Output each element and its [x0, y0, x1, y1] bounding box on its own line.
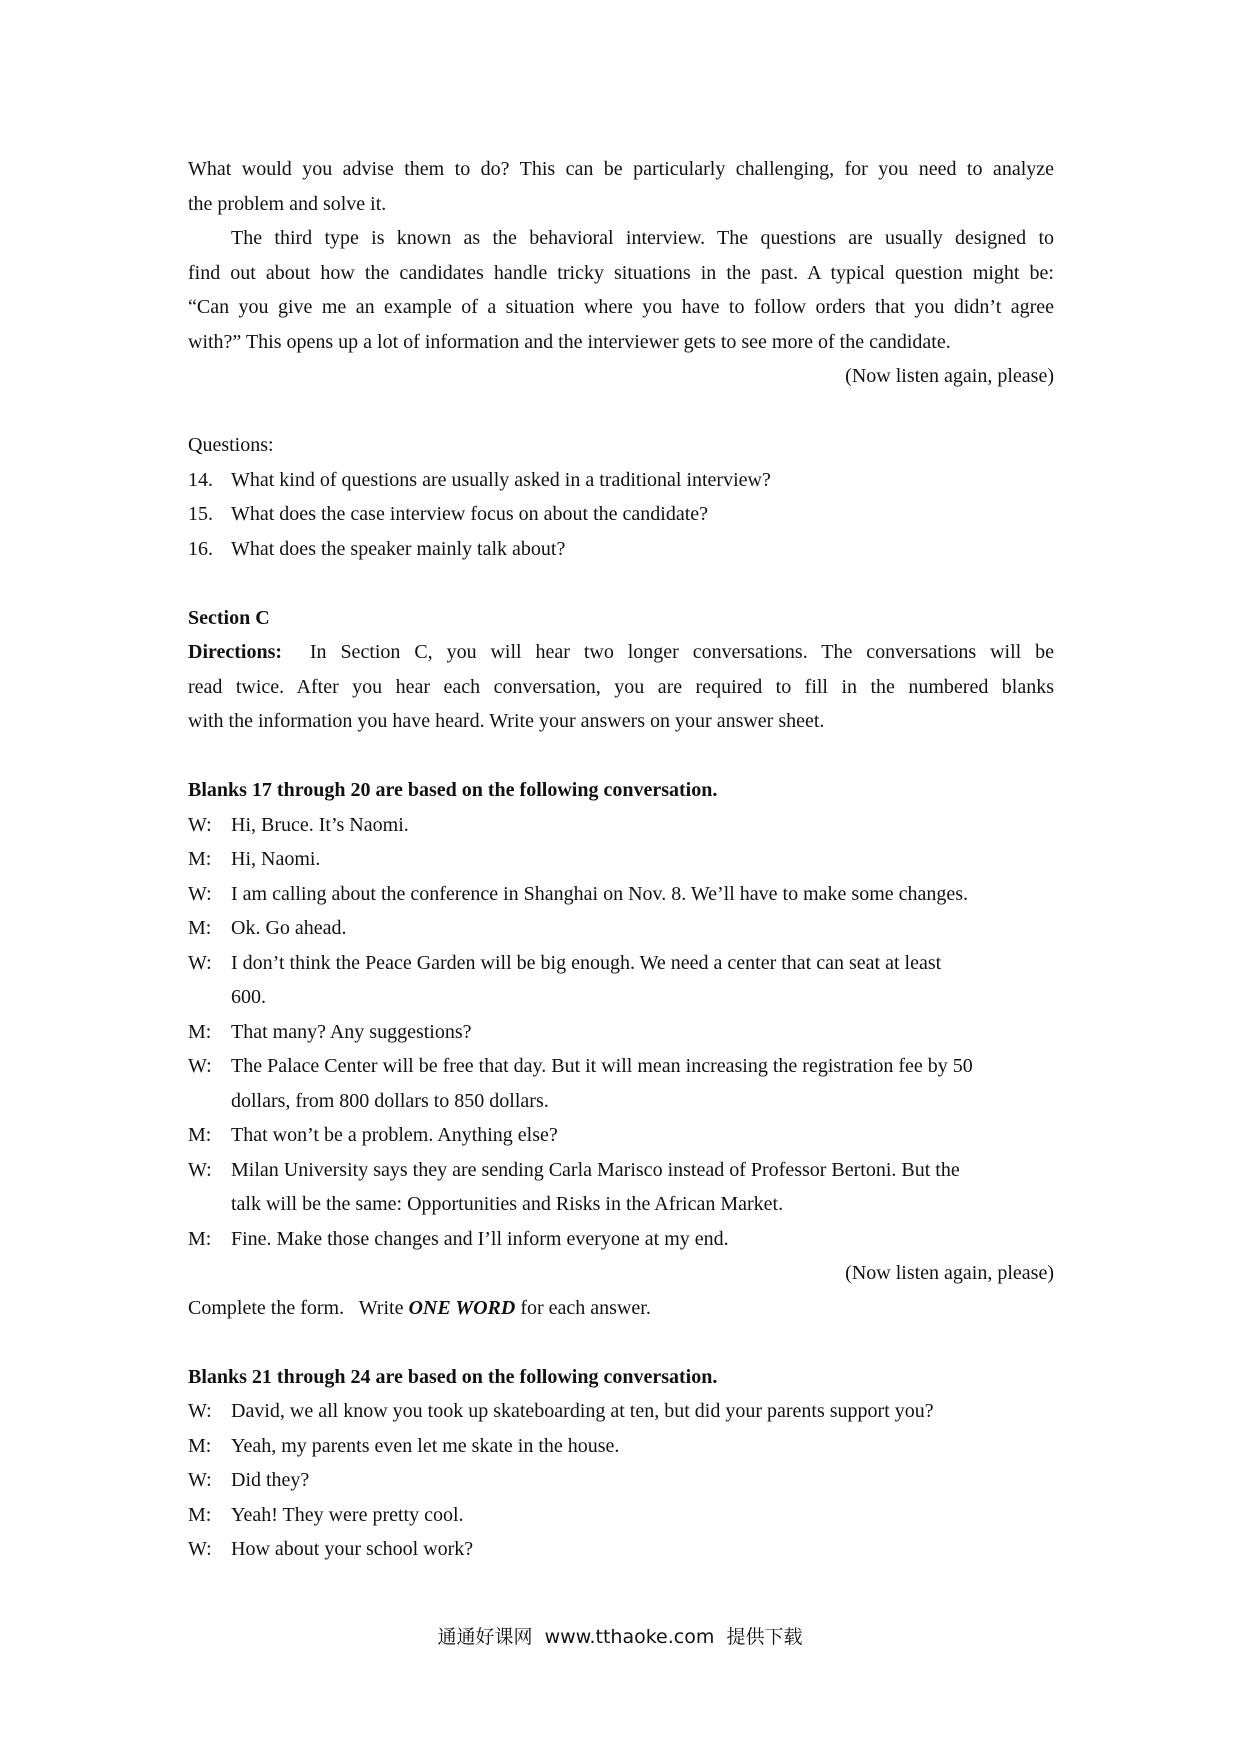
dialogue-text: David, we all know you took up skateboarding at ten, but did your parents support you? [231, 1400, 934, 1422]
conversation-heading: Blanks 21 through 24 are based on the following conversation. [188, 1365, 718, 1388]
paragraph-line: The third type is known as the behavioral interview. The questions are usually designed to [231, 227, 1054, 249]
dialogue-continuation: talk will be the same: Opportunities and Risks in the African Market. [231, 1193, 784, 1215]
dialogue-text: I am calling about the conference in Shanghai on Nov. 8. We’ll have to make some changes. [231, 882, 969, 905]
dialogue-text: Ok. Go ahead. [231, 917, 347, 939]
dialogue-line [188, 1049, 1054, 1084]
dialogue-line [188, 1394, 1054, 1429]
speaker-label: M: [188, 917, 212, 939]
dialogue-text: Hi, Naomi. [231, 848, 321, 870]
question-item [188, 532, 1054, 567]
listen-again-note: (Now listen again, please) [845, 365, 1054, 387]
dialogue-line [188, 842, 1054, 877]
dialogue-line [188, 1532, 1054, 1567]
form-instruction [188, 1291, 1054, 1326]
form-instruction-text: Complete the form. Write [188, 1296, 409, 1319]
speaker-label: W: [188, 1538, 212, 1560]
dialogue-text: Milan University says they are sending Carla Marisco instead of Professor Bertoni. But the [231, 1158, 960, 1181]
dialogue-text: Did they? [231, 1469, 310, 1491]
listen-again-note: (Now listen again, please) [845, 1262, 1054, 1284]
dialogue-text: Yeah, my parents even let me skate in the house. [231, 1434, 620, 1457]
directions-line [188, 635, 1054, 670]
paragraph-line: with?” This opens up a lot of information and the interviewer gets to see more of the candidate. [188, 330, 951, 353]
speaker-label: W: [188, 813, 212, 836]
dialogue-line [188, 1222, 1054, 1257]
question-text: What does the case interview focus on about the candidate? [231, 503, 709, 525]
dialogue-line [188, 911, 1054, 946]
dialogue-continuation: 600. [231, 986, 266, 1008]
form-instruction-text: for each answer. [515, 1296, 651, 1319]
question-item [188, 463, 1054, 498]
dialogue-line [188, 1153, 1054, 1188]
question-number: 16. [188, 537, 213, 560]
question-item [188, 497, 1054, 532]
dialogue-line [188, 1463, 1054, 1498]
paragraph-line: find out about how the candidates handle tricky situations in the past. A typical question might be: [188, 261, 1054, 284]
document-body [188, 152, 1054, 1567]
conversation-heading: Blanks 17 through 20 are based on the following conversation. [188, 779, 718, 801]
speaker-label: M: [188, 1124, 212, 1146]
question-text: What kind of questions are usually asked in a traditional interview? [231, 468, 771, 491]
speaker-label: W: [188, 1469, 212, 1491]
dialogue-text: The Palace Center will be free that day. But it will mean increasing the registration fee by 50 [231, 1055, 973, 1077]
paragraph-line: What would you advise them to do? This can be particularly challenging, for you need to analyze [188, 158, 1054, 180]
section-title: Section C [188, 606, 270, 629]
dialogue-line [188, 946, 1054, 981]
directions-line: read twice. After you hear each conversation, you are required to fill in the numbered blanks [188, 675, 1054, 698]
dialogue-text: I don’t think the Peace Garden will be big enough. We need a center that can seat at least [231, 951, 942, 974]
directions-label: Directions: [188, 641, 283, 663]
speaker-label: M: [188, 848, 212, 870]
dialogue-line [188, 877, 1054, 912]
questions-heading: Questions: [188, 434, 274, 456]
speaker-label: M: [188, 1503, 212, 1526]
page-footer: 通通好课网 www.tthaoke.com 提供下载 [437, 1626, 803, 1648]
dialogue-text: Yeah! They were pretty cool. [231, 1503, 464, 1526]
speaker-label: W: [188, 1400, 212, 1422]
directions-text: In Section C, you will hear two longer conversations. The conversations will be [309, 641, 1054, 663]
dialogue-line [188, 1429, 1054, 1464]
dialogue-text: How about your school work? [231, 1538, 474, 1560]
form-instruction-emphasis: ONE WORD [408, 1296, 516, 1319]
speaker-label: W: [188, 1158, 212, 1181]
dialogue-text: Hi, Bruce. It’s Naomi. [231, 813, 409, 836]
dialogue-line [188, 808, 1054, 843]
question-text: What does the speaker mainly talk about? [231, 537, 566, 560]
speaker-label: W: [188, 1055, 212, 1077]
dialogue-line [188, 1015, 1054, 1050]
dialogue-text: That won’t be a problem. Anything else? [231, 1124, 558, 1146]
dialogue-continuation: dollars, from 800 dollars to 850 dollars. [231, 1089, 549, 1112]
question-number: 14. [188, 468, 213, 491]
speaker-label: M: [188, 1020, 212, 1043]
speaker-label: M: [188, 1227, 212, 1250]
paragraph-line: “Can you give me an example of a situation where you have to follow orders that you didn’t agree [188, 296, 1054, 318]
paragraph-line: the problem and solve it. [188, 192, 387, 215]
speaker-label: W: [188, 882, 212, 905]
speaker-label: W: [188, 951, 212, 974]
question-number: 15. [188, 503, 213, 525]
directions-line: with the information you have heard. Write your answers on your answer sheet. [188, 710, 825, 732]
dialogue-line [188, 1118, 1054, 1153]
speaker-label: M: [188, 1434, 212, 1457]
dialogue-line [188, 1498, 1054, 1533]
dialogue-text: That many? Any suggestions? [231, 1020, 472, 1043]
dialogue-text: Fine. Make those changes and I’ll inform everyone at my end. [231, 1227, 729, 1250]
